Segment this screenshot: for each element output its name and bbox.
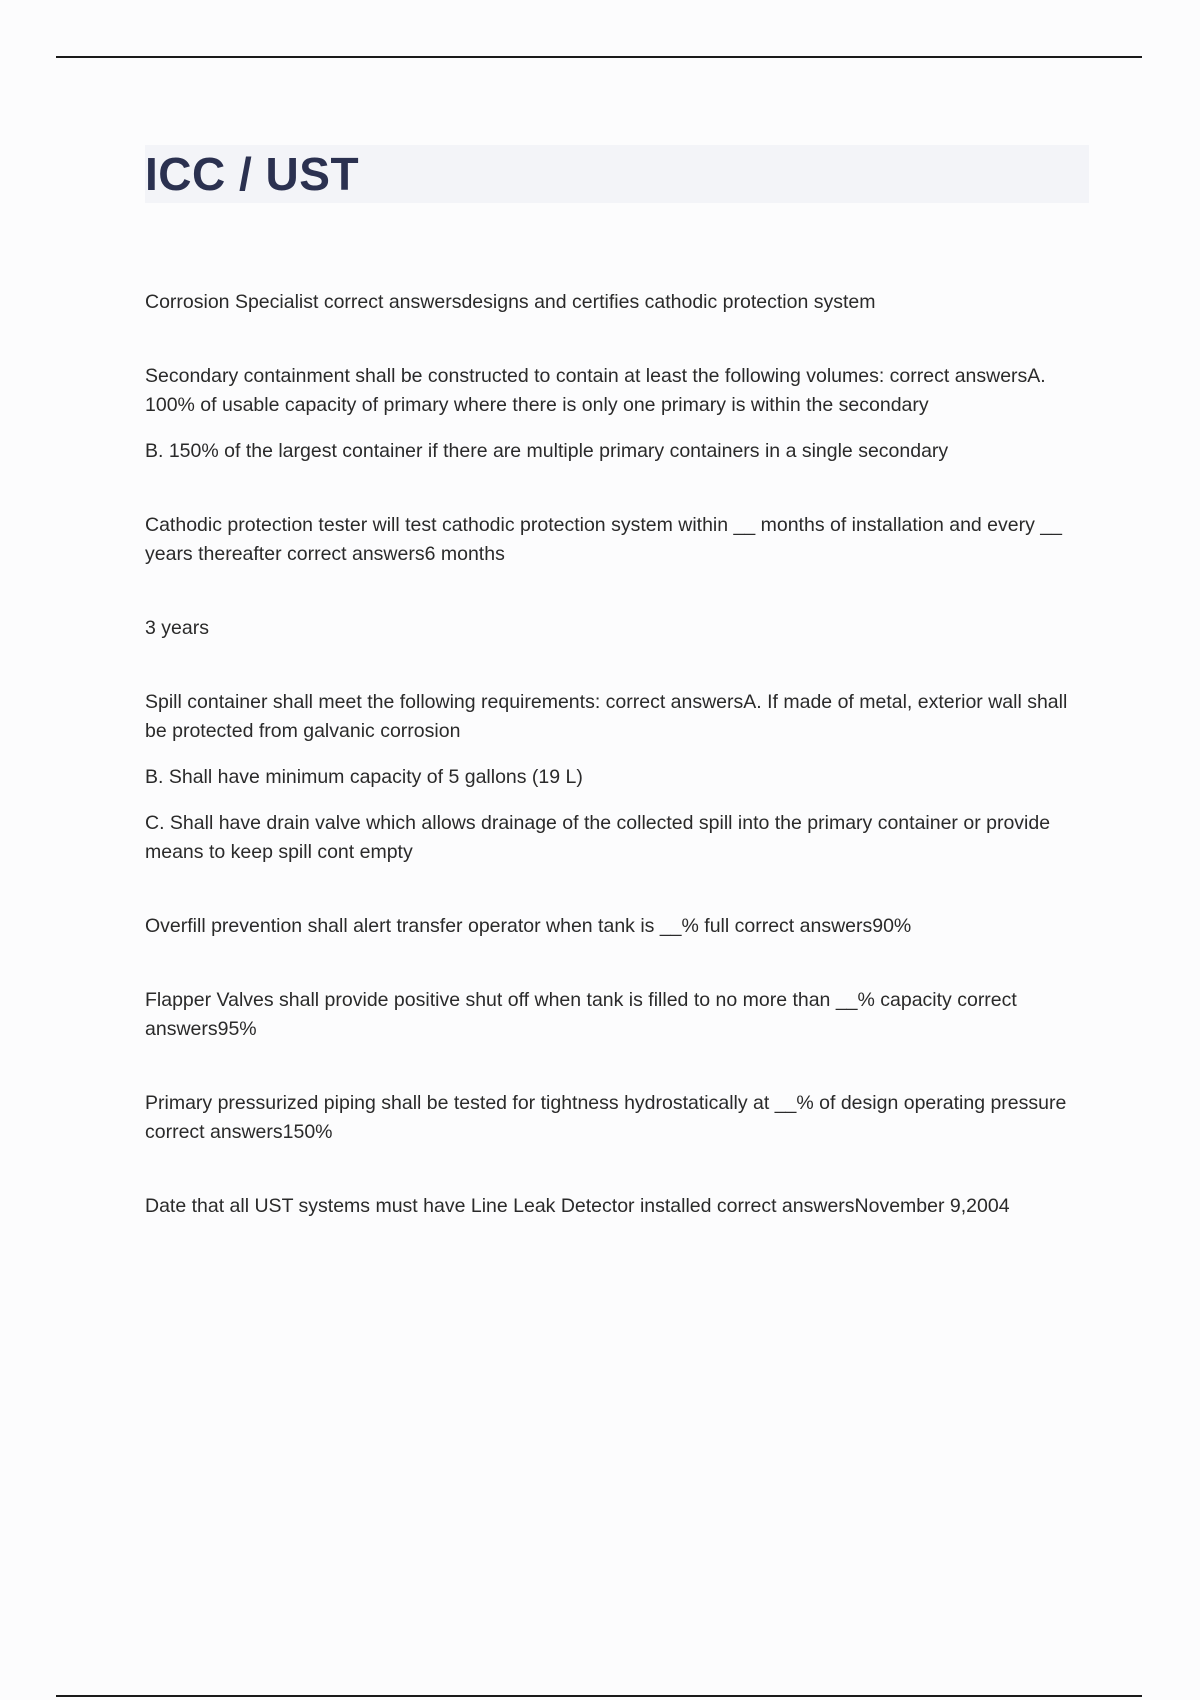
qa-text: Flapper Valves shall provide positive shut off when tank is filled to no more than __% capacity correct answers95% bbox=[145, 989, 1017, 1040]
qa-entry bbox=[145, 1089, 1089, 1147]
qa-text: Date that all UST systems must have Line Leak Detector installed correct answersNovember 9,2004 bbox=[145, 1195, 1010, 1217]
qa-text: 3 years bbox=[145, 617, 209, 639]
footer-rule bbox=[56, 1695, 1142, 1697]
qa-text: Corrosion Specialist correct answersdesigns and certifies cathodic protection system bbox=[145, 291, 876, 313]
qa-entry bbox=[145, 511, 1089, 569]
page-title: ICC / UST bbox=[145, 148, 360, 200]
qa-text: Primary pressurized piping shall be tested for tightness hydrostatically at __% of design operating pressure correct answers150% bbox=[145, 1092, 1067, 1143]
qa-entry bbox=[145, 614, 1089, 643]
qa-text: Secondary containment shall be constructed to contain at least the following volumes: correct answersA. 100% of usable capacity of primary where there is only one primary is within the secondary bbox=[145, 365, 1046, 416]
qa-text: Cathodic protection tester will test cathodic protection system within __ months of installation and every __ years thereafter correct answers6 months bbox=[145, 514, 1062, 565]
qa-entry bbox=[145, 362, 1089, 466]
document-body bbox=[145, 288, 1089, 1266]
qa-text: Spill container shall meet the following requirements: correct answersA. If made of metal, exterior wall shall be protected from galvanic corrosion bbox=[145, 691, 1068, 742]
qa-text: C. Shall have drain valve which allows drainage of the collected spill into the primary container or provide means to keep spill cont empty bbox=[145, 812, 1051, 863]
qa-text: B. Shall have minimum capacity of 5 gallons (19 L) bbox=[145, 766, 583, 788]
qa-text: Overfill prevention shall alert transfer operator when tank is __% full correct answers90% bbox=[145, 915, 912, 937]
qa-entry bbox=[145, 688, 1089, 867]
qa-entry bbox=[145, 288, 1089, 317]
qa-entry bbox=[145, 912, 1089, 941]
qa-entry bbox=[145, 1192, 1089, 1221]
qa-text: B. 150% of the largest container if there are multiple primary containers in a single secondary bbox=[145, 440, 949, 462]
header-rule bbox=[56, 56, 1142, 58]
qa-entry bbox=[145, 986, 1089, 1044]
